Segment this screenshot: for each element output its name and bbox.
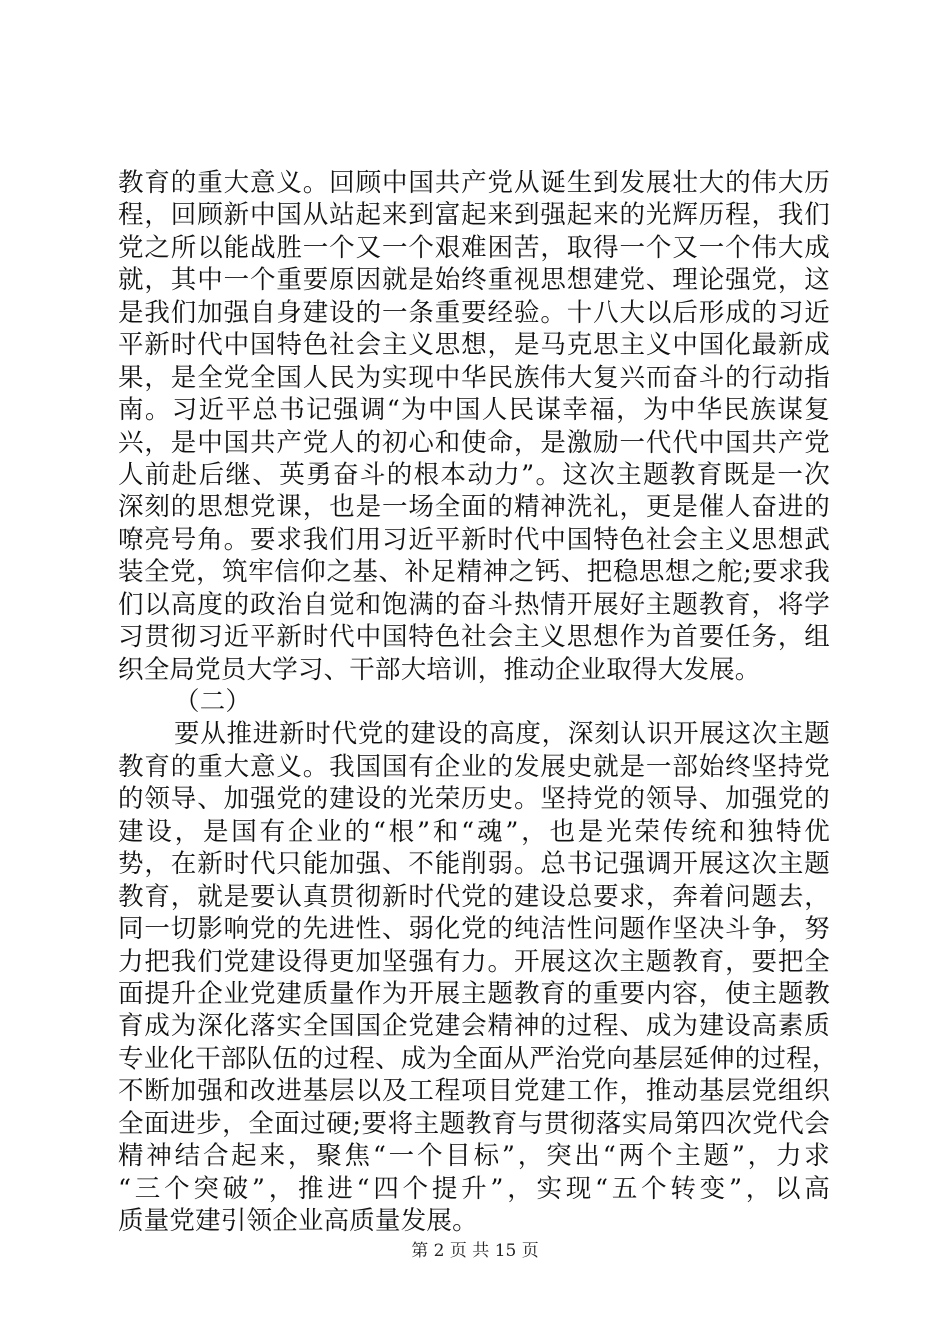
text-line: 教育的重大意义。我国国有企业的发展史就是一部始终坚持党 [118,751,830,782]
text-line: 果，是全党全国人民为实现中华民族伟大复兴而奋斗的行动指 [118,362,830,393]
text-line: 要从推进新时代党的建设的高度，深刻认识开展这次主题 [174,719,830,750]
text-line: 党之所以能战胜一个又一个艰难困苦，取得一个又一个伟大成 [118,232,830,263]
text-line: 的领导、加强党的建设的光荣历史。坚持党的领导、加强党的 [118,784,830,815]
text-line: 势，在新时代只能加强、不能削弱。总书记强调开展这次主题 [118,849,830,880]
body-text [118,167,838,1237]
text-line: 习贯彻习近平新时代中国特色社会主义思想作为首要任务，组 [118,622,830,653]
text-line: 程，回顾新中国从站起来到富起来到强起来的光辉历程，我们 [118,200,830,231]
text-line: 就，其中一个重要原因就是始终重视思想建党、理论强党，这 [118,265,830,296]
text-line: 质量党建引领企业高质量发展。 [118,1206,478,1236]
text-line: 力把我们党建设得更加坚强有力。开展这次主题教育，要把全 [118,946,830,977]
text-line: 面提升企业党建质量作为开展主题教育的重要内容，使主题教 [118,978,830,1009]
text-line: 不断加强和改进基层以及工程项目党建工作，推动基层党组织 [118,1076,830,1107]
section-heading: （二） [174,687,252,717]
text-line: 嘹亮号角。要求我们用习近平新时代中国特色社会主义思想武 [118,524,830,555]
text-line: 育成为深化落实全国国企党建会精神的过程、成为建设高素质 [118,1011,830,1042]
text-line: 是我们加强自身建设的一条重要经验。十八大以后形成的习近 [118,297,830,328]
text-line: 全面进步，全面过硬;要将主题教育与贯彻落实局第四次党代会 [118,1108,830,1139]
text-line: 教育的重大意义。回顾中国共产党从诞生到发展壮大的伟大历 [118,168,830,198]
text-line: 建设，是国有企业的“根”和“魂”，也是光荣传统和独特优 [118,816,830,847]
text-line: “三个突破”，推进“四个提升”，实现“五个转变”，以高 [118,1173,830,1204]
text-line: 同一切影响党的先进性、弱化党的纯洁性问题作坚决斗争，努 [118,914,830,945]
text-line: 精神结合起来，聚焦“一个目标”，突出“两个主题”，力求 [118,1141,830,1172]
text-line: 兴，是中国共产党人的初心和使命，是激励一代代中国共产党 [118,427,830,458]
text-line: 织全局党员大学习、干部大培训，推动企业取得大发展。 [118,654,761,685]
text-line: 们以高度的政治自觉和饱满的奋斗热情开展好主题教育，将学 [118,589,830,620]
text-line: 平新时代中国特色社会主义思想，是马克思主义中国化最新成 [118,330,830,361]
page-footer: 第 2 页 共 15 页 [411,1241,539,1261]
text-line: 南。习近平总书记强调“为中国人民谋幸福，为中华民族谋复 [118,395,830,426]
text-line: 装全党，筑牢信仰之基、补足精神之钙、把稳思想之舵;要求我 [118,557,830,588]
text-line: 深刻的思想党课，也是一场全面的精神洗礼，更是催人奋进的 [118,492,830,523]
text-line: 专业化干部队伍的过程、成为全面从严治党向基层延伸的过程， [118,1043,838,1074]
text-line: 教育，就是要认真贯彻新时代党的建设总要求，奔着问题去， [118,881,830,912]
text-line: 人前赴后继、英勇奋斗的根本动力”。这次主题教育既是一次 [118,459,830,490]
